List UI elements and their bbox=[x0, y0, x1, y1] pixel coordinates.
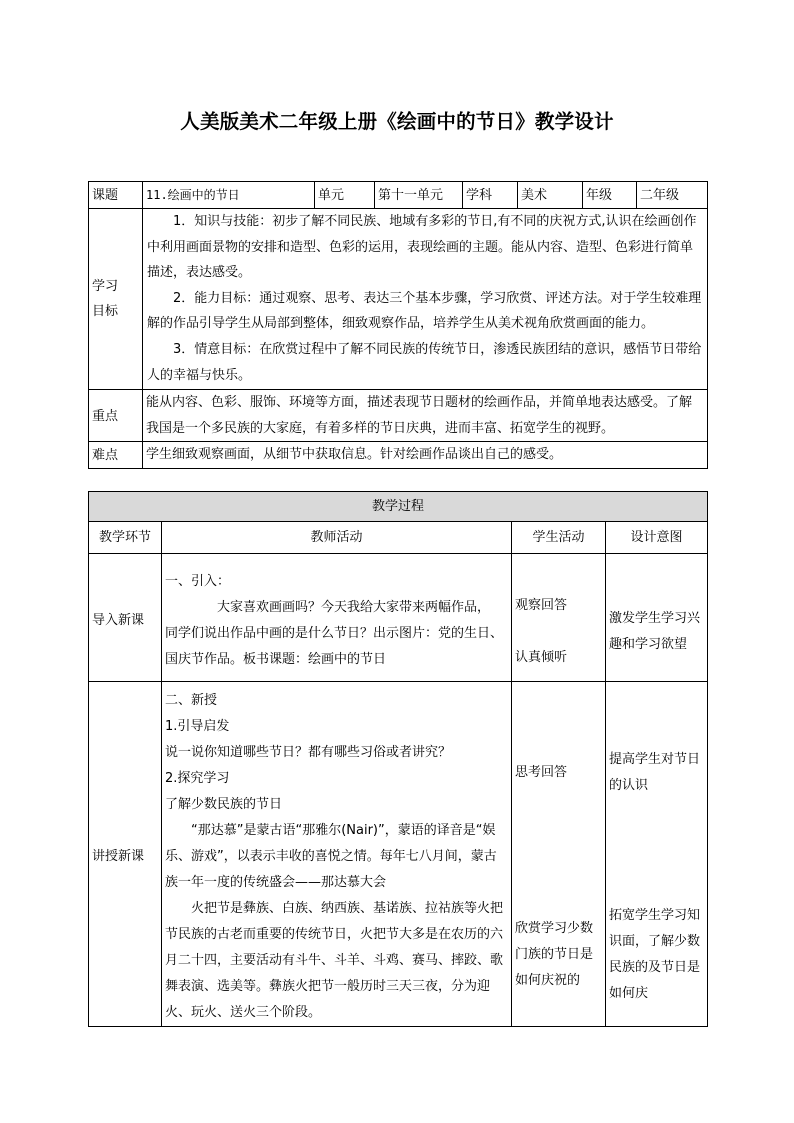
column-header-student: 学生活动 bbox=[512, 522, 606, 554]
grade-value: 二年级 bbox=[637, 182, 708, 209]
teacher-line: 大家喜欢画画吗？今天我给大家带来两幅作品， bbox=[217, 599, 491, 615]
objectives-content bbox=[143, 209, 708, 390]
subject-label: 学科 bbox=[463, 182, 518, 209]
difficulties-row bbox=[89, 442, 708, 469]
teacher-line: 1.引导启发 bbox=[165, 719, 230, 734]
key-points-row bbox=[89, 390, 708, 442]
student-line: 观察回答 bbox=[515, 597, 568, 613]
stage-cell: 讲授新课 bbox=[89, 682, 162, 1027]
design-intent-cell bbox=[606, 682, 708, 1027]
grade-label: 年级 bbox=[583, 182, 637, 209]
process-band-title: 教学过程 bbox=[89, 492, 708, 522]
difficulties-label: 难点 bbox=[89, 442, 143, 469]
teacher-line: 了解少数民族的节日 bbox=[165, 797, 283, 812]
subject-value: 美术 bbox=[518, 182, 583, 209]
table-row bbox=[89, 682, 708, 1027]
unit-value: 第十一单元 bbox=[375, 182, 463, 209]
student-activity-cell bbox=[512, 554, 606, 682]
process-column-headers bbox=[89, 522, 708, 554]
teacher-line: 同学们说出作品中画的是什么节日？出示图片：党的生日、国庆节作品。板书课题：绘画中的节日 bbox=[165, 625, 504, 667]
intent-text: 激发学生学习兴趣和学习欲望 bbox=[609, 610, 701, 652]
key-points-label: 重点 bbox=[89, 390, 143, 442]
design-intent-cell bbox=[606, 554, 708, 682]
objectives-label-line1: 学习 bbox=[92, 279, 119, 295]
objectives-label-line2: 目标 bbox=[92, 304, 119, 320]
teacher-activity-cell bbox=[162, 554, 512, 682]
student-line: 欣赏学习少数门族的节日是如何庆祝的 bbox=[515, 921, 594, 988]
student-line: 思考回答 bbox=[515, 765, 568, 780]
key-points-content bbox=[143, 390, 708, 442]
page-title: 人美版美术二年级上册《绘画中的节日》教学设计 bbox=[180, 110, 614, 133]
column-header-stage: 教学环节 bbox=[89, 522, 162, 554]
stage-cell: 导入新课 bbox=[89, 554, 162, 682]
teacher-line: 二、新授 bbox=[165, 693, 218, 708]
key-points-text: 能从内容、色彩、服饰、环境等方面，描述表现节日题材的绘画作品，并简单地表达感受。了解我国是一个多民族的大家庭，有着多样的节日庆典，进而丰富、拓宽学生的视野。 bbox=[146, 395, 693, 436]
objective-item: 1．知识与技能：初步了解不同民族、地域有多彩的节日,有不同的庆祝方式,认识在绘画创作中利用画面景物的安排和造型、色彩的运用，表现绘画的主题。能从内容、造型、色彩进行简单描述，表达感受。 bbox=[147, 214, 697, 281]
student-line: 认真倾听 bbox=[515, 649, 568, 665]
objectives-row bbox=[89, 209, 708, 390]
unit-label: 单元 bbox=[315, 182, 375, 209]
objective-item: 3．情意目标：在欣赏过程中了解不同民族的传统节日，渗透民族团结的意识，感悟节日带给人的幸福与快乐。 bbox=[147, 341, 702, 383]
objective-item: 2．能力目标：通过观察、思考、表达三个基本步骤，学习欣赏、评述方法。对于学生较难理解的作品引导学生从局部到整体，细致观察作品，培养学生从美术视角欣赏画面的能力。 bbox=[147, 290, 702, 332]
process-table bbox=[88, 491, 708, 1027]
column-header-intent: 设计意图 bbox=[606, 522, 708, 554]
difficulties-content bbox=[143, 442, 708, 469]
teacher-line: 说一说你知道哪些节日？都有哪些习俗或者讲究？ bbox=[165, 745, 452, 760]
objectives-label bbox=[89, 209, 143, 390]
teacher-line: “那达慕”是蒙古语“那雅尔(Nair)”，蒙语的译音是“娱乐、游戏”，以表示丰收的喜悦之情。每年七八月间，蒙古族一年一度的传统盛会——那达慕大会 bbox=[165, 823, 497, 890]
intent-text: 提高学生对节日的认识 bbox=[609, 752, 701, 793]
table-row bbox=[89, 554, 708, 682]
overview-table bbox=[88, 181, 708, 469]
course-value: 11.绘画中的节日 bbox=[143, 182, 315, 209]
intent-text: 拓宽学生学习知识面，了解少数民族的及节日是如何庆 bbox=[609, 908, 701, 1001]
header-row bbox=[89, 182, 708, 209]
teacher-activity-cell bbox=[162, 682, 512, 1027]
teacher-line: 一、引入： bbox=[165, 573, 231, 589]
teacher-line: 2.探究学习 bbox=[165, 771, 230, 786]
difficulties-text: 学生细致观察画面，从细节中获取信息。针对绘画作品谈出自己的感受。 bbox=[146, 447, 563, 463]
process-band bbox=[89, 492, 708, 522]
student-activity-cell bbox=[512, 682, 606, 1027]
course-label: 课题 bbox=[89, 182, 143, 209]
column-header-teacher: 教师活动 bbox=[162, 522, 512, 554]
teacher-line: 火把节是彝族、白族、纳西族、基诺族、拉祜族等火把节民族的古老而重要的传统节日，火把节大多是在农历的六月二十四，主要活动有斗牛、斗羊、斗鸡、赛马、摔跤、歌舞表演、选美等。彝族火把节一般历时三天三夜，分为迎火、玩火、送火三个阶段。 bbox=[165, 901, 504, 1020]
